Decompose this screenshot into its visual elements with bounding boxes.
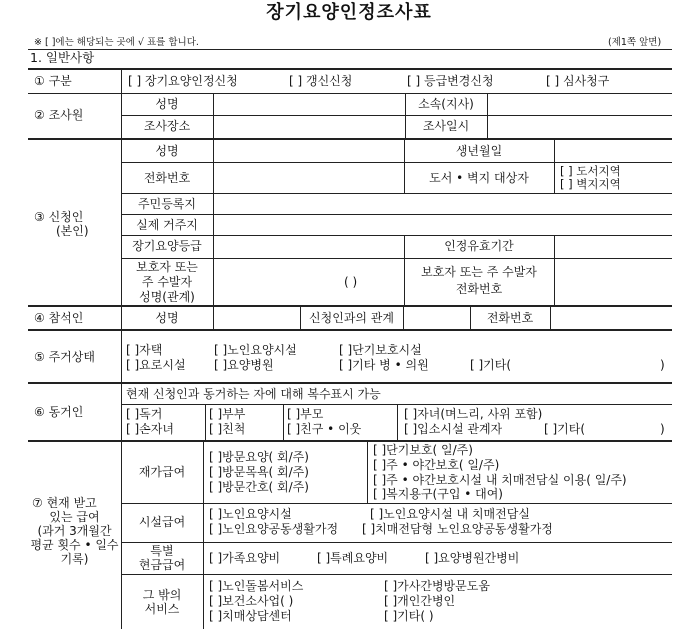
row-label-benefits-l2: 있는 급여 [49,510,100,524]
label-relation: 신청인과의 관계 [309,311,394,325]
checkbox-day-night-care[interactable]: [ ]주 • 야간보호( 일/주) [373,458,500,472]
label-survey-place: 조사장소 [143,119,191,133]
field-attendee-phone[interactable] [551,306,672,329]
label-ltc-grade: 장기요양등급 [132,239,202,253]
checkbox-health-center[interactable]: [ ]보건소사업( ) [209,594,294,608]
checkbox-visit-bath[interactable]: [ ]방문목욕( 회/주) [209,465,309,479]
rule-v [203,440,204,629]
checkbox-visit-nursing[interactable]: [ ]방문간호( 회/주) [209,480,309,494]
rule-v [283,404,284,440]
checkbox-group-home[interactable]: [ ]노인요양공동생활가정 [209,522,339,536]
label-valid-period: 인정유효기간 [444,239,514,253]
rule-v [367,440,368,503]
checkbox-island-area[interactable]: [ ] 도서지역 [560,164,621,178]
label-other-services: 그 밖의 [142,588,182,602]
row-label-benefits-l4: 평균 횟수 • 일수 [30,538,119,552]
field-applicant-name[interactable] [214,139,403,161]
label-home-care: 재가급여 [138,465,186,479]
field-survey-datetime[interactable] [488,116,672,137]
field-registered-address[interactable] [214,194,672,213]
field-affiliation[interactable] [488,94,672,114]
checkbox-dementia-group-home[interactable]: [ ]치매전담형 노인요양공동생활가정 [362,522,553,536]
checkbox-alone[interactable]: [ ]독거 [126,407,163,421]
rule-v [397,404,398,440]
checkbox-grade-change[interactable]: [ ] 등급변경신청 [407,74,494,88]
checkbox-children[interactable]: [ ]자녀(며느리, 사위 포함) [404,407,543,421]
row-label-category: ① 구분 [34,74,72,88]
checkbox-grandchild[interactable]: [ ]손자녀 [126,422,174,436]
field-valid-period[interactable] [555,236,672,257]
checkbox-other-hospital[interactable]: [ ]기타 병 • 의원 [339,358,429,372]
label-special-cash: 특별 [150,544,174,558]
label-special-cash-l2: 현금급여 [138,558,186,572]
checkbox-facility-staff[interactable]: [ ]입소시설 관계자 [404,422,503,436]
rule [28,440,672,442]
label-other-services-l2: 서비스 [144,602,180,616]
cohabitant-other-close: ) [660,422,665,436]
label-facility-care: 시설급여 [138,515,186,529]
row-label-benefits-l5: 기록) [60,552,89,566]
label-registered-address: 주민등록지 [138,197,196,211]
rule [28,329,672,331]
instruction-note: ※ [ ]에는 해당되는 곳에 √ 표를 합니다. [34,37,199,48]
row-label-residence: ⑤ 주거상태 [34,350,95,364]
page-note: (제1쪽 앞면) [608,37,662,48]
checkbox-elderly-nursing-facility[interactable]: [ ]노인요양시설 [209,507,292,521]
label-guardian-line1: 보호자 또는 [136,260,198,274]
checkbox-dementia-unit[interactable]: [ ]노인요양시설 내 치매전담실 [370,507,530,521]
field-actual-residence[interactable] [214,215,672,234]
checkbox-day-night-dementia[interactable]: [ ]주 • 야간보호시설 내 치매전담실 이용( 일/주) [373,473,627,487]
section-title: 1. 일반사항 [30,50,95,65]
rule-v [205,404,206,440]
checkbox-friend-neighbor[interactable]: [ ]친구 • 이웃 [287,422,362,436]
checkbox-elderly-care-service[interactable]: [ ]노인돌봄서비스 [209,579,304,593]
checkbox-special-care-allowance[interactable]: [ ]특례요양비 [317,551,389,565]
checkbox-remote-area[interactable]: [ ] 벽지지역 [560,177,621,191]
label-survey-datetime: 조사일시 [422,119,470,133]
field-attendee-name[interactable] [214,306,299,329]
label-actual-residence: 실제 거주지 [136,218,198,232]
checkbox-hospital-care-allowance[interactable]: [ ]요양병원간병비 [425,551,520,565]
label-guardian-phone-line1: 보호자 또는 주 수발자 [421,265,537,279]
checkbox-nursing-hospital[interactable]: [ ]요양병원 [214,358,274,372]
label-investigator-name: 성명 [155,97,179,111]
row-label-investigator: ② 조사원 [34,108,84,122]
checkbox-spouse[interactable]: [ ]부부 [209,407,246,421]
checkbox-visit-care[interactable]: [ ]방문요양( 회/주) [209,450,309,464]
checkbox-short-term-care[interactable]: [ ]단기보호( 일/주) [373,443,473,457]
field-ltc-grade[interactable] [214,236,403,257]
label-guardian-line3: 성명(관계) [139,290,195,304]
checkbox-parent[interactable]: [ ]부모 [287,407,324,421]
checkbox-residence-other[interactable]: [ ]기타( [470,358,512,372]
label-birthdate: 생년월일 [455,144,503,158]
residence-other-close: ) [660,358,665,372]
row-label-cohabitant: ⑥ 동거인 [34,405,84,419]
label-phone: 전화번호 [143,171,191,185]
field-phone[interactable] [214,163,403,192]
row-label-applicant-sub: (본인) [56,224,89,238]
label-guardian-phone-line2: 전화번호 [455,282,503,296]
row-label-applicant: ③ 신청인 [34,210,84,224]
checkbox-nursing-facility[interactable]: [ ]노인요양시설 [214,343,297,357]
checkbox-family-care-allowance[interactable]: [ ]가족요양비 [209,551,281,565]
checkbox-home[interactable]: [ ]자택 [126,343,163,357]
form-title: 장기요양인정조사표 [266,2,432,23]
field-birthdate[interactable] [555,139,672,161]
checkbox-cohabitant-other[interactable]: [ ]기타( [544,422,586,436]
field-investigator-name[interactable] [214,94,404,114]
checkbox-ltc-application[interactable]: [ ] 장기요양인정신청 [128,74,238,88]
checkbox-review-request[interactable]: [ ] 심사청구 [546,74,610,88]
field-relation[interactable] [404,306,469,329]
field-guardian-phone[interactable] [555,259,672,304]
checkbox-housekeeping-visit[interactable]: [ ]가사간병방문도움 [384,579,490,593]
checkbox-renewal[interactable]: [ ] 갱신신청 [289,74,353,88]
checkbox-other-service[interactable]: [ ]기타( ) [384,609,434,623]
checkbox-relative[interactable]: [ ]친척 [209,422,246,436]
label-applicant-name: 성명 [155,144,179,158]
rule-top [28,49,672,50]
label-attendee-name: 성명 [155,311,179,325]
guardian-relation-paren: ( ) [344,275,358,289]
label-island-remote: 도서 • 벽지 대상자 [429,171,529,185]
checkbox-private-caregiver[interactable]: [ ]개인간병인 [384,594,456,608]
checkbox-dementia-center[interactable]: [ ]치매상담센터 [209,609,292,623]
label-attendee-phone: 전화번호 [486,311,534,325]
rule [28,382,672,384]
row-label-attendee: ④ 참석인 [34,311,84,325]
rule-table-top [28,68,672,70]
field-survey-place[interactable] [214,116,404,137]
cohabitant-instruction: 현재 신청인과 동거하는 자에 대해 복수표시 가능 [126,387,381,401]
label-affiliation: 소속(지사) [418,97,474,111]
label-guardian-line2: 주 수발자 [141,275,193,289]
checkbox-welfare-equipment[interactable]: [ ]복지용구(구입 • 대여) [373,487,503,501]
row-label-benefits: ⑦ 현재 받고 [32,496,97,510]
checkbox-elderly-facility[interactable]: [ ]요로시설 [126,358,186,372]
row-label-benefits-l3: (과거 3개월간 [37,524,112,538]
checkbox-short-term-facility[interactable]: [ ]단기보호시설 [339,343,422,357]
